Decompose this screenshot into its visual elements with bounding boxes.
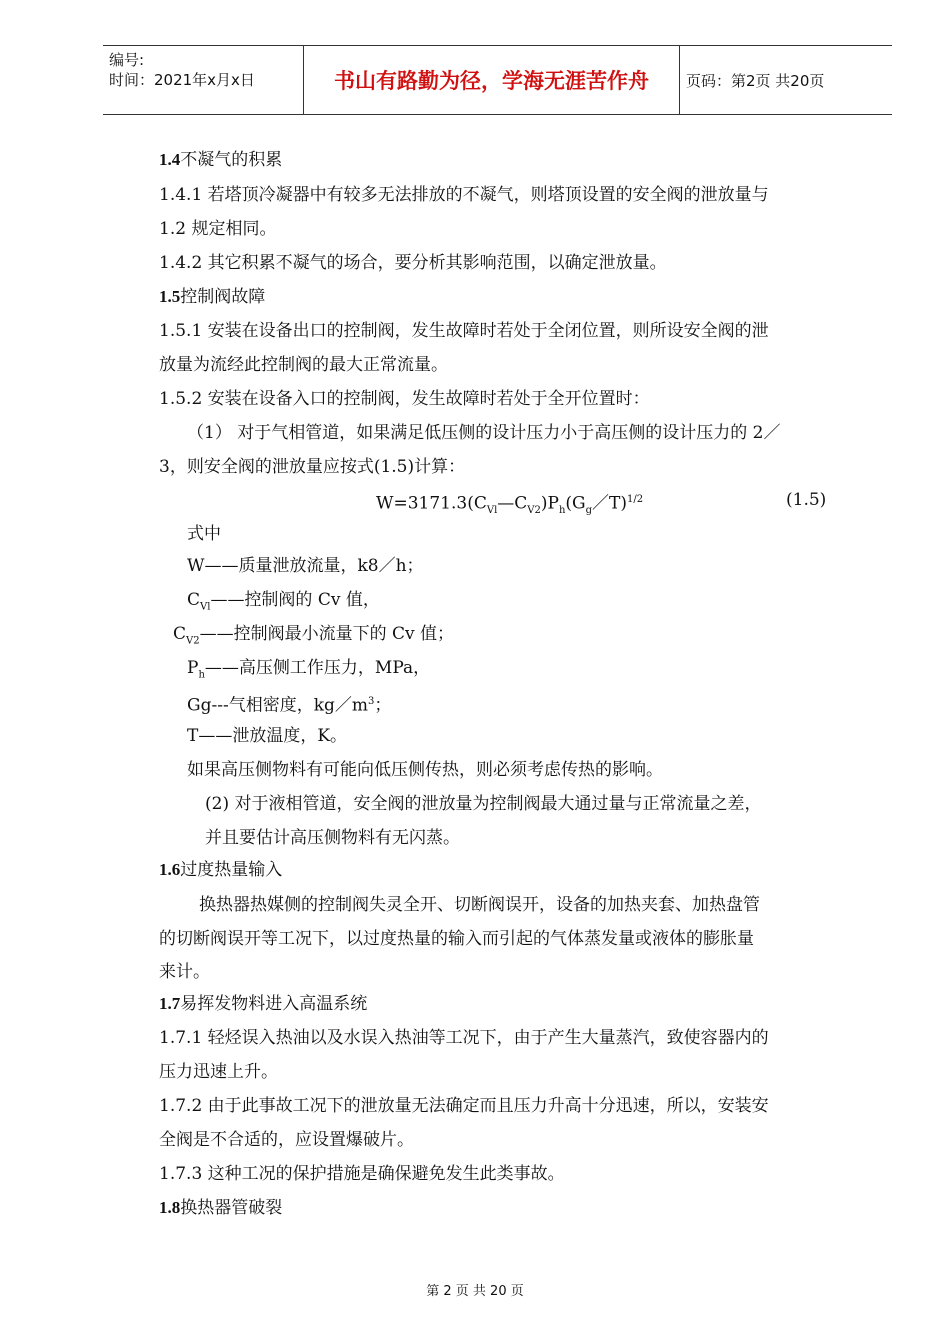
paragraph: 压力迅速上升。 xyxy=(159,1062,278,1082)
paragraph: 1.7.3 这种工况的保护措施是确保避免发生此类事故。 xyxy=(159,1164,565,1184)
definition-t: T——泄放温度，K。 xyxy=(187,726,348,746)
definition-heading: 式中 xyxy=(187,524,221,544)
definition-w: W——质量泄放流量，k8／h； xyxy=(187,556,424,576)
code-label: 编号: xyxy=(109,51,145,69)
paragraph: 1.2 规定相同。 xyxy=(159,219,277,239)
paragraph: 来计。 xyxy=(159,962,210,982)
header-meta xyxy=(103,46,303,114)
paragraph: 1.5.1 安装在设备出口的控制阀，发生故障时若处于全闭位置，则所设安全阀的泄 xyxy=(159,321,769,341)
formula-label: (1.5) xyxy=(786,490,827,510)
paragraph: 1.4.2 其它积累不凝气的场合，要分析其影响范围，以确定泄放量。 xyxy=(159,253,667,273)
definition-cv1: $C_{Vl}——$控制阀的 Cv 值， xyxy=(187,590,380,613)
definition-cv2: $C_{V2}——$控制阀最小流量下的 Cv 值； xyxy=(173,624,455,647)
paragraph: 1.7.1 轻烃误入热油以及水误入热油等工况下，由于产生大量蒸汽，致使容器内的 xyxy=(159,1028,769,1048)
motto: 书山有路勤为径，学海无涯苦作舟 xyxy=(303,46,680,114)
paragraph: 全阀是不合适的，应设置爆破片。 xyxy=(159,1130,414,1150)
paragraph: 放量为流经此控制阀的最大正常流量。 xyxy=(159,355,448,375)
paragraph: 1.5.2 安装在设备入口的控制阀，发生故障时若处于全开位置时： xyxy=(159,389,650,409)
definition-gg: Gg---气相密度，$kg/m^3$； xyxy=(187,695,392,716)
page-indicator: 页码：第2页 共20页 xyxy=(686,71,825,90)
formula: $W=3171.3(C_{Vl}—C_{V2})P_h(G_g/T)^{1/2}$ xyxy=(376,493,644,517)
page-footer: 第 2 页 共 20 页 xyxy=(426,1284,524,1299)
page-header xyxy=(103,45,892,115)
section-heading-1-4: 1.4不凝气的积累 xyxy=(159,150,283,170)
paragraph: 如果高压侧物料有可能向低压侧传热，则必须考虑传热的影响。 xyxy=(187,760,663,780)
definition-ph: $P_h——$高压侧工作压力，MPa， xyxy=(187,658,431,681)
list-item: (2) 对于液相管道，安全阀的泄放量为控制阀最大通过量与正常流量之差， xyxy=(205,794,762,814)
paragraph: 1.4.1 若塔顶冷凝器中有较多无法排放的不凝气，则塔顶设置的安全阀的泄放量与 xyxy=(159,185,769,205)
paragraph: 换热器热媒侧的控制阀失灵全开、切断阀误开，设备的加热夹套、加热盘管 xyxy=(199,895,760,915)
section-heading-1-5: 1.5控制阀故障 xyxy=(159,287,266,307)
paragraph: 3，则安全阀的泄放量应按式(1.5)计算： xyxy=(159,457,466,477)
section-heading-1-7: 1.7易挥发物料进入高温系统 xyxy=(159,994,368,1014)
paragraph: 1.7.2 由于此事故工况下的泄放量无法确定而且压力升高十分迅速，所以，安装安 xyxy=(159,1096,769,1116)
time-label: 时间：2021年x月x日 xyxy=(109,71,255,89)
section-heading-1-6: 1.6过度热量输入 xyxy=(159,860,283,880)
paragraph: 的切断阀误开等工况下，以过度热量的输入而引起的气体蒸发量或液体的膨胀量 xyxy=(159,929,754,949)
list-item-continuation: 并且要估计高压侧物料有无闪蒸。 xyxy=(205,828,460,848)
section-heading-1-8: 1.8换热器管破裂 xyxy=(159,1198,283,1218)
list-item: （1） 对于气相管道，如果满足低压侧的设计压力小于高压侧的设计压力的 2／ xyxy=(187,423,781,443)
